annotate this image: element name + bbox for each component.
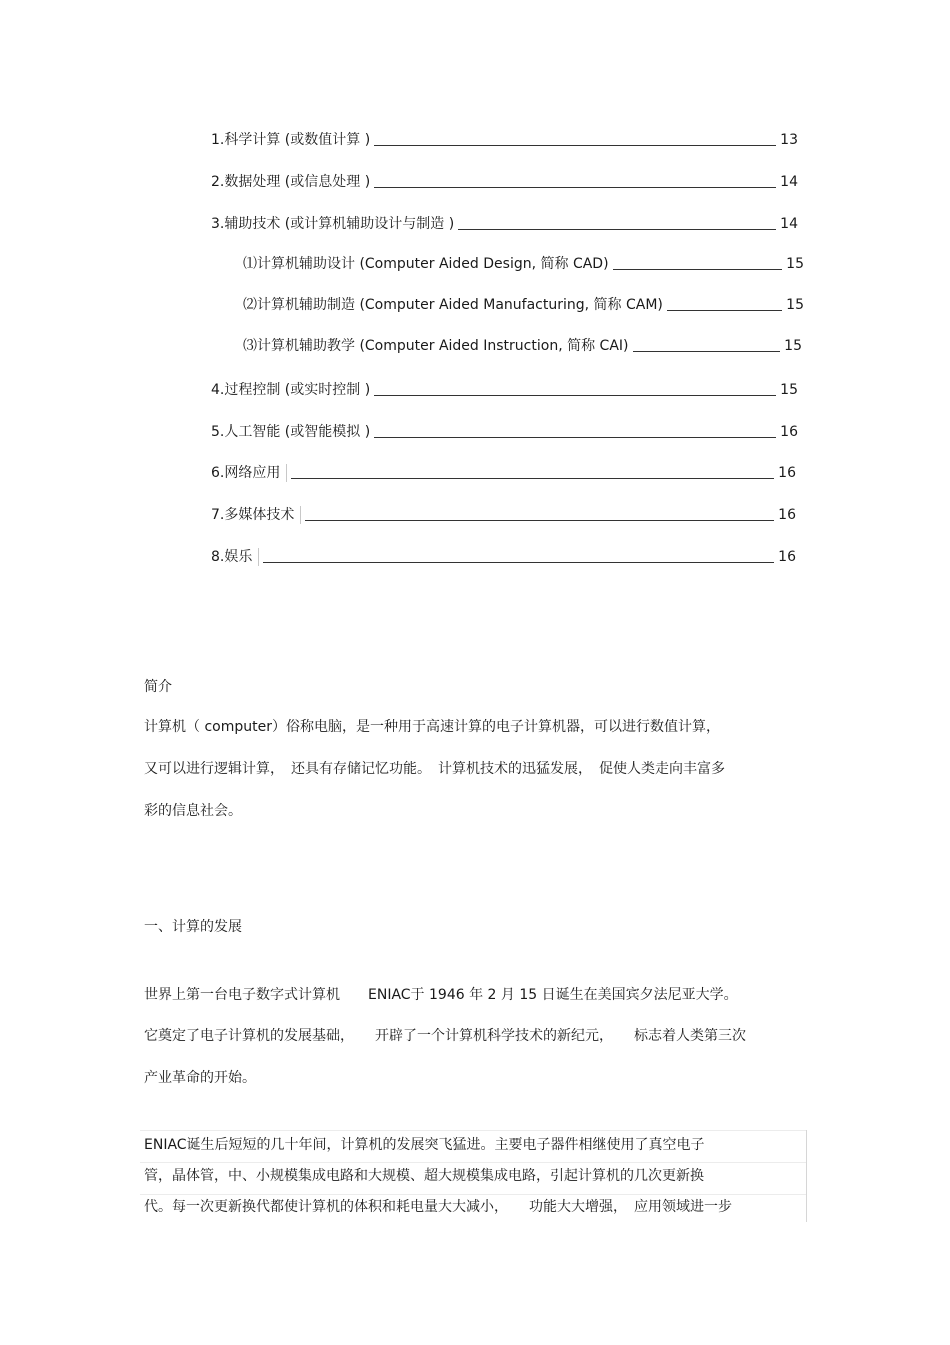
toc-entry-page: 15 — [780, 382, 798, 398]
toc-entry-label: 6.网络应用 — [211, 465, 281, 481]
toc-entry-page: 13 — [780, 132, 798, 148]
toc-entry-label: 2.数据处理 (或信息处理 ) — [211, 174, 371, 190]
intro-heading: 简介 — [144, 679, 172, 695]
toc-entry-page: 15 — [786, 256, 804, 272]
toc-entry-page: 16 — [778, 465, 796, 481]
toc-entry[interactable] — [211, 504, 796, 524]
toc-entry-label: 7.多媒体技术 — [211, 507, 295, 523]
toc-entry-label: 8.娱乐 — [211, 549, 253, 565]
toc-entry-label: ⑴计算机辅助设计 (Computer Aided Design, 简称 CAD) — [243, 256, 609, 272]
toc-leader-line — [374, 437, 776, 438]
intro-line: 又可以进行逻辑计算， 还具有存储记忆功能。 计算机技术的迅猛发展， 促使人类走向丰富多 — [144, 761, 725, 777]
toc-entry-page: 14 — [780, 174, 798, 190]
toc-entry[interactable] — [243, 335, 802, 355]
toc-entry[interactable] — [211, 421, 798, 441]
intro-line: 彩的信息社会。 — [144, 803, 242, 819]
divider — [286, 464, 287, 482]
toc-entry-page: 16 — [780, 424, 798, 440]
toc-entry-label: 1.科学计算 (或数值计算 ) — [211, 132, 371, 148]
toc-entry-label: 5.人工智能 (或智能模拟 ) — [211, 424, 371, 440]
toc-entry-page: 15 — [786, 297, 804, 313]
toc-entry[interactable] — [243, 294, 804, 314]
toc-leader-line — [263, 562, 774, 563]
toc-entry[interactable] — [211, 462, 796, 482]
paragraph-line: 它奠定了电子计算机的发展基础， 开辟了一个计算机科学技术的新纪元， 标志着人类第三次 — [144, 1028, 746, 1044]
toc-leader-line — [305, 520, 774, 521]
section-heading: 一、计算的发展 — [144, 919, 242, 935]
toc-leader-line — [667, 310, 782, 311]
toc-entry-page: 15 — [784, 338, 802, 354]
toc-entry[interactable] — [211, 546, 796, 566]
toc-entry-page: 16 — [778, 507, 796, 523]
toc-entry-label: 3.辅助技术 (或计算机辅助设计与制造 ) — [211, 216, 455, 232]
paragraph-line: 产业革命的开始。 — [144, 1070, 256, 1086]
toc-leader-line — [613, 269, 783, 270]
divider — [300, 506, 301, 524]
toc-leader-line — [374, 187, 776, 188]
toc-entry[interactable] — [211, 213, 798, 233]
toc-entry-page: 14 — [780, 216, 798, 232]
intro-line: 计算机（ computer）俗称电脑，是一种用于高速计算的电子计算机器，可以进行数值计算， — [144, 719, 720, 735]
toc-entry-label: ⑵计算机辅助制造 (Computer Aided Manufacturing, 简称 CAM) — [243, 297, 663, 313]
toc-leader-line — [291, 478, 774, 479]
toc-leader-line — [374, 395, 776, 396]
toc-leader-line — [633, 351, 781, 352]
toc-leader-line — [374, 145, 776, 146]
toc-entry[interactable] — [211, 129, 798, 149]
paragraph-line: 代。每一次更新换代都使计算机的体积和耗电量大大减小， 功能大大增强， 应用领域进一步 — [144, 1199, 732, 1215]
toc-entry-page: 16 — [778, 549, 796, 565]
toc-entry[interactable] — [211, 171, 798, 191]
toc-entry-label: 4.过程控制 (或实时控制 ) — [211, 382, 371, 398]
toc-entry[interactable] — [211, 379, 798, 399]
divider — [258, 548, 259, 566]
toc-entry-label: ⑶计算机辅助教学 (Computer Aided Instruction, 简称 CAI) — [243, 338, 629, 354]
toc-entry[interactable] — [243, 253, 804, 273]
paragraph-line: ENIAC诞生后短短的几十年间，计算机的发展突飞猛进。主要电子器件相继使用了真空电子 — [144, 1137, 705, 1153]
paragraph-line: 管，晶体管，中、小规模集成电路和大规模、超大规模集成电路，引起计算机的几次更新换 — [144, 1168, 704, 1184]
toc-leader-line — [458, 229, 776, 230]
paragraph-line: 世界上第一台电子数字式计算机 ENIAC于 1946 年 2 月 15 日诞生在美国宾夕法尼亚大学。 — [144, 987, 738, 1003]
